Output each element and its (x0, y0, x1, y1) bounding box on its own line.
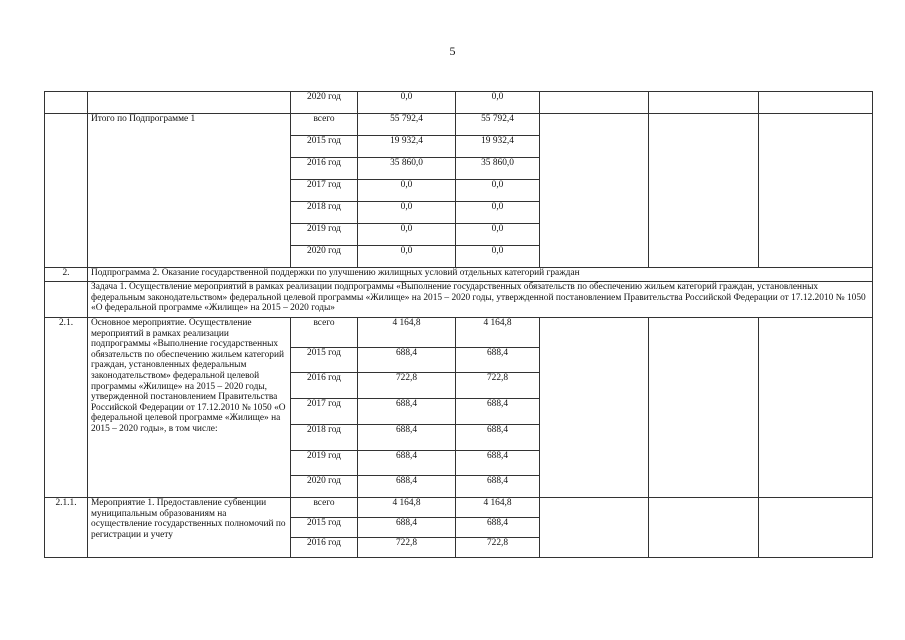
cell-empty (540, 498, 649, 558)
cell-value: 688,4 (456, 451, 540, 476)
cell-value: 0,0 (456, 180, 540, 202)
measure-label: Основное мероприятие. Осуществление мероприятий в рамках реализации подпрограммы «Выполнение государственных обязательств по обеспечению жильем категорий граждан, установленных федеральным законодательством» федеральной целевой программы «Жилище» на 2015 – 2020 годы, утвержденной постановлением Правительства Российской Федерации от 17.12.2010 № 1050 «О федеральной целевой программе «Жилище» на 2015 – 2020 годы», в том числе: (88, 318, 291, 498)
total-label: Итого по Подпрограмме 1 (88, 114, 291, 268)
cell-year: 2015 год (291, 348, 358, 373)
task-text: Задача 1. Осуществление мероприятий в рамках реализации подпрограммы «Выполнение государственных обязательств по обеспечению жильем категорий граждан, установленных федеральным законодательством» федеральной целевой программы «Жилище» на 2015 – 2020 годы, утвержденной постановлением Правительства Российской Федерации от 17.12.2010 № 1050 «О федеральной программе «Жилище» на 2015 – 2020 годы» (88, 282, 873, 318)
table-row (45, 114, 873, 136)
cell-value: 0,0 (358, 180, 456, 202)
cell-empty (759, 114, 873, 268)
page-number: 5 (449, 44, 456, 58)
cell-empty (540, 92, 649, 114)
cell-year: всего (291, 318, 358, 348)
cell-year: 2019 год (291, 451, 358, 476)
cell-empty (759, 318, 873, 498)
cell-year: всего (291, 114, 358, 136)
cell-value: 35 860,0 (456, 158, 540, 180)
cell-name (88, 92, 291, 114)
cell-value: 0,0 (358, 92, 456, 114)
cell-year: 2019 год (291, 224, 358, 246)
cell-value: 688,4 (456, 425, 540, 451)
cell-value: 0,0 (358, 246, 456, 268)
cell-value: 688,4 (358, 425, 456, 451)
cell-value: 4 164,8 (358, 318, 456, 348)
cell-value: 688,4 (358, 348, 456, 373)
cell-num (45, 114, 88, 268)
cell-year: 2016 год (291, 373, 358, 399)
cell-empty (759, 92, 873, 114)
cell-year: 2020 год (291, 246, 358, 268)
cell-year: 2016 год (291, 538, 358, 558)
cell-value: 35 860,0 (358, 158, 456, 180)
measure-label: Мероприятие 1. Предоставление субвенции муниципальным образованиям на осуществление государственных полномочий по регистрации и учету (88, 498, 291, 558)
cell-value: 0,0 (456, 92, 540, 114)
subprogram-number: 2. (45, 268, 88, 282)
cell-year: всего (291, 498, 358, 518)
cell-value: 4 164,8 (358, 498, 456, 518)
cell-value: 688,4 (456, 348, 540, 373)
measure-number: 2.1.1. (45, 498, 88, 558)
cell-num (45, 282, 88, 318)
budget-table (44, 91, 873, 558)
cell-value: 722,8 (456, 538, 540, 558)
cell-empty (649, 114, 759, 268)
cell-value: 722,8 (456, 373, 540, 399)
subprogram-title: Подпрограмма 2. Оказание государственной поддержки по улучшению жилищных условий отдельных категорий граждан (88, 268, 873, 282)
cell-value: 0,0 (358, 224, 456, 246)
table-row (45, 282, 873, 318)
cell-year: 2018 год (291, 202, 358, 224)
cell-year: 2015 год (291, 518, 358, 538)
table-row (45, 318, 873, 348)
cell-year: 2020 год (291, 476, 358, 498)
cell-empty (649, 498, 759, 558)
cell-num (45, 92, 88, 114)
cell-value: 0,0 (456, 246, 540, 268)
cell-value: 0,0 (456, 202, 540, 224)
cell-value: 688,4 (456, 518, 540, 538)
table-row (45, 268, 873, 282)
cell-empty (540, 114, 649, 268)
cell-empty (540, 318, 649, 498)
cell-value: 4 164,8 (456, 498, 540, 518)
cell-value: 4 164,8 (456, 318, 540, 348)
cell-value: 688,4 (358, 518, 456, 538)
cell-value: 55 792,4 (456, 114, 540, 136)
cell-year: 2015 год (291, 136, 358, 158)
cell-value: 19 932,4 (456, 136, 540, 158)
cell-value: 55 792,4 (358, 114, 456, 136)
cell-value: 688,4 (358, 476, 456, 498)
cell-value: 688,4 (456, 476, 540, 498)
cell-year: 2017 год (291, 399, 358, 425)
cell-year: 2017 год (291, 180, 358, 202)
cell-value: 688,4 (358, 399, 456, 425)
cell-empty (759, 498, 873, 558)
cell-value: 19 932,4 (358, 136, 456, 158)
cell-value: 0,0 (456, 224, 540, 246)
cell-value: 722,8 (358, 538, 456, 558)
table-row (45, 92, 873, 114)
cell-year: 2020 год (291, 92, 358, 114)
table-row (45, 498, 873, 518)
measure-number: 2.1. (45, 318, 88, 498)
cell-value: 688,4 (358, 451, 456, 476)
cell-value: 0,0 (358, 202, 456, 224)
cell-empty (649, 92, 759, 114)
cell-empty (649, 318, 759, 498)
cell-year: 2018 год (291, 425, 358, 451)
cell-year: 2016 год (291, 158, 358, 180)
cell-value: 688,4 (456, 399, 540, 425)
cell-value: 722,8 (358, 373, 456, 399)
